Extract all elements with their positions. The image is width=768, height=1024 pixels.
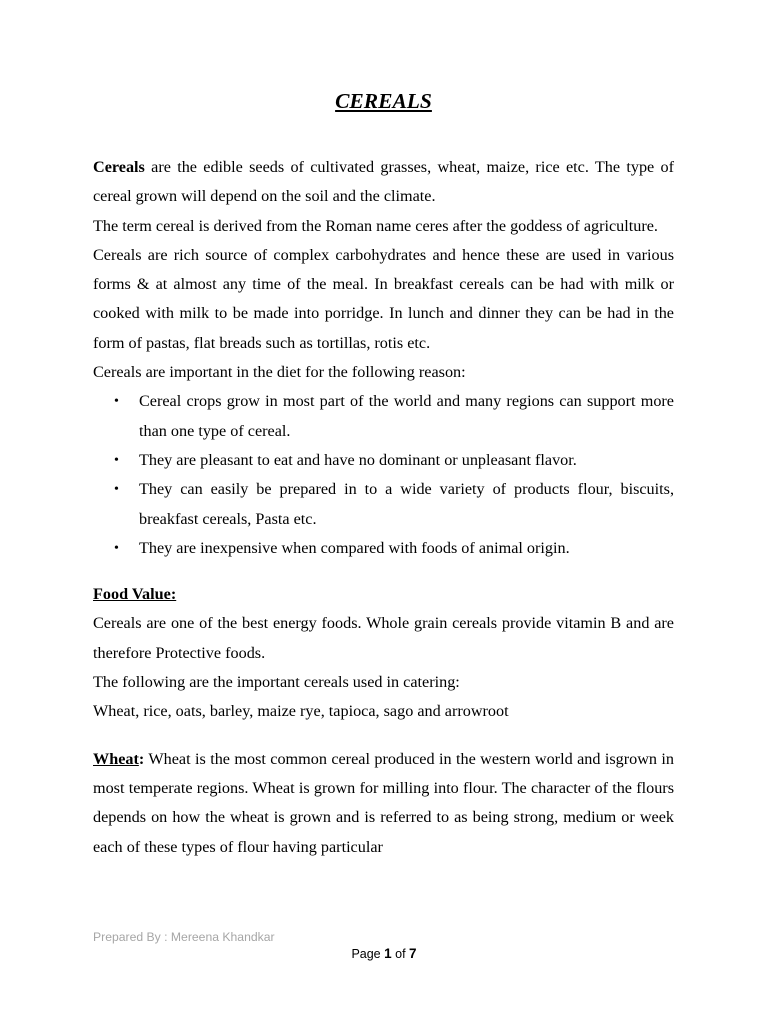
wheat-paragraph-text: Wheat is the most common cereal produced in the western world and isgrown in most temperate regions. Wheat is grown for milling into flour. The character of the flours depends on how the wheat is grown and is referred to as being strong, medium or week each of these types of flour having particular — [93, 749, 674, 856]
food-value-heading-line — [93, 580, 674, 609]
page-title: CEREALS — [335, 89, 432, 113]
intro-paragraph-3: Cereals are rich source of complex carbohydrates and hence these are used in various forms & at almost any time of the meal. In breakfast cereals can be had with milk or cooked with milk to be made into porridge. In lunch and dinner they can be had in the form of pastas, flat breads such as tortillas, rotis etc. — [93, 245, 674, 352]
intro-paragraph-1-text: are the edible seeds of cultivated grasses, wheat, maize, rice etc. The type of cereal grown will depend on the soil and the climate. — [93, 158, 674, 206]
page-current: 1 — [384, 946, 392, 961]
food-value-heading: Food Value: — [93, 585, 177, 604]
page-of-word: of — [395, 947, 406, 961]
list-item-text: Cereal crops grow in most part of the world and many regions can support more than one type of cereal. — [139, 392, 674, 440]
wheat-paragraph — [93, 745, 674, 862]
footer-prepared-by: Prepared By : Mereena Khandkar — [93, 930, 275, 944]
list-item — [93, 534, 674, 563]
reasons-list — [93, 387, 674, 563]
wheat-heading-colon: : — [138, 749, 145, 768]
intro-paragraph-4: Cereals are important in the diet for the following reason: — [93, 363, 466, 382]
bullet-icon: • — [114, 394, 119, 410]
footer-page-number — [0, 944, 768, 964]
food-value-paragraph-2: The following are the important cereals used in catering: — [93, 673, 460, 692]
list-item-text: They can easily be prepared in to a wide variety of products flour, biscuits, breakfast cereals, Pasta etc. — [139, 480, 674, 528]
intro-lead-word: Cereals — [93, 158, 145, 176]
intro-paragraph-1 — [93, 153, 674, 212]
list-item — [93, 475, 674, 534]
page-word: Page — [351, 947, 381, 961]
list-item — [93, 387, 674, 446]
list-item-text: They are inexpensive when compared with foods of animal origin. — [139, 538, 570, 557]
list-item — [93, 446, 674, 475]
bullet-icon: • — [114, 482, 119, 498]
food-value-paragraph-1: Cereals are one of the best energy foods. Whole grain cereals provide vitamin B and are therefore Protective foods. — [93, 614, 674, 662]
page-total: 7 — [409, 946, 417, 961]
list-item-text: They are pleasant to eat and have no dominant or unpleasant flavor. — [139, 450, 577, 469]
bullet-icon: • — [114, 540, 119, 556]
intro-paragraph-2: The term cereal is derived from the Roman name ceres after the goddess of agriculture. — [93, 216, 658, 235]
wheat-heading: Wheat — [93, 749, 139, 768]
food-value-paragraph-3: Wheat, rice, oats, barley, maize rye, tapioca, sago and arrowroot — [93, 702, 509, 721]
bullet-icon: • — [114, 452, 119, 468]
document-body — [93, 87, 674, 862]
